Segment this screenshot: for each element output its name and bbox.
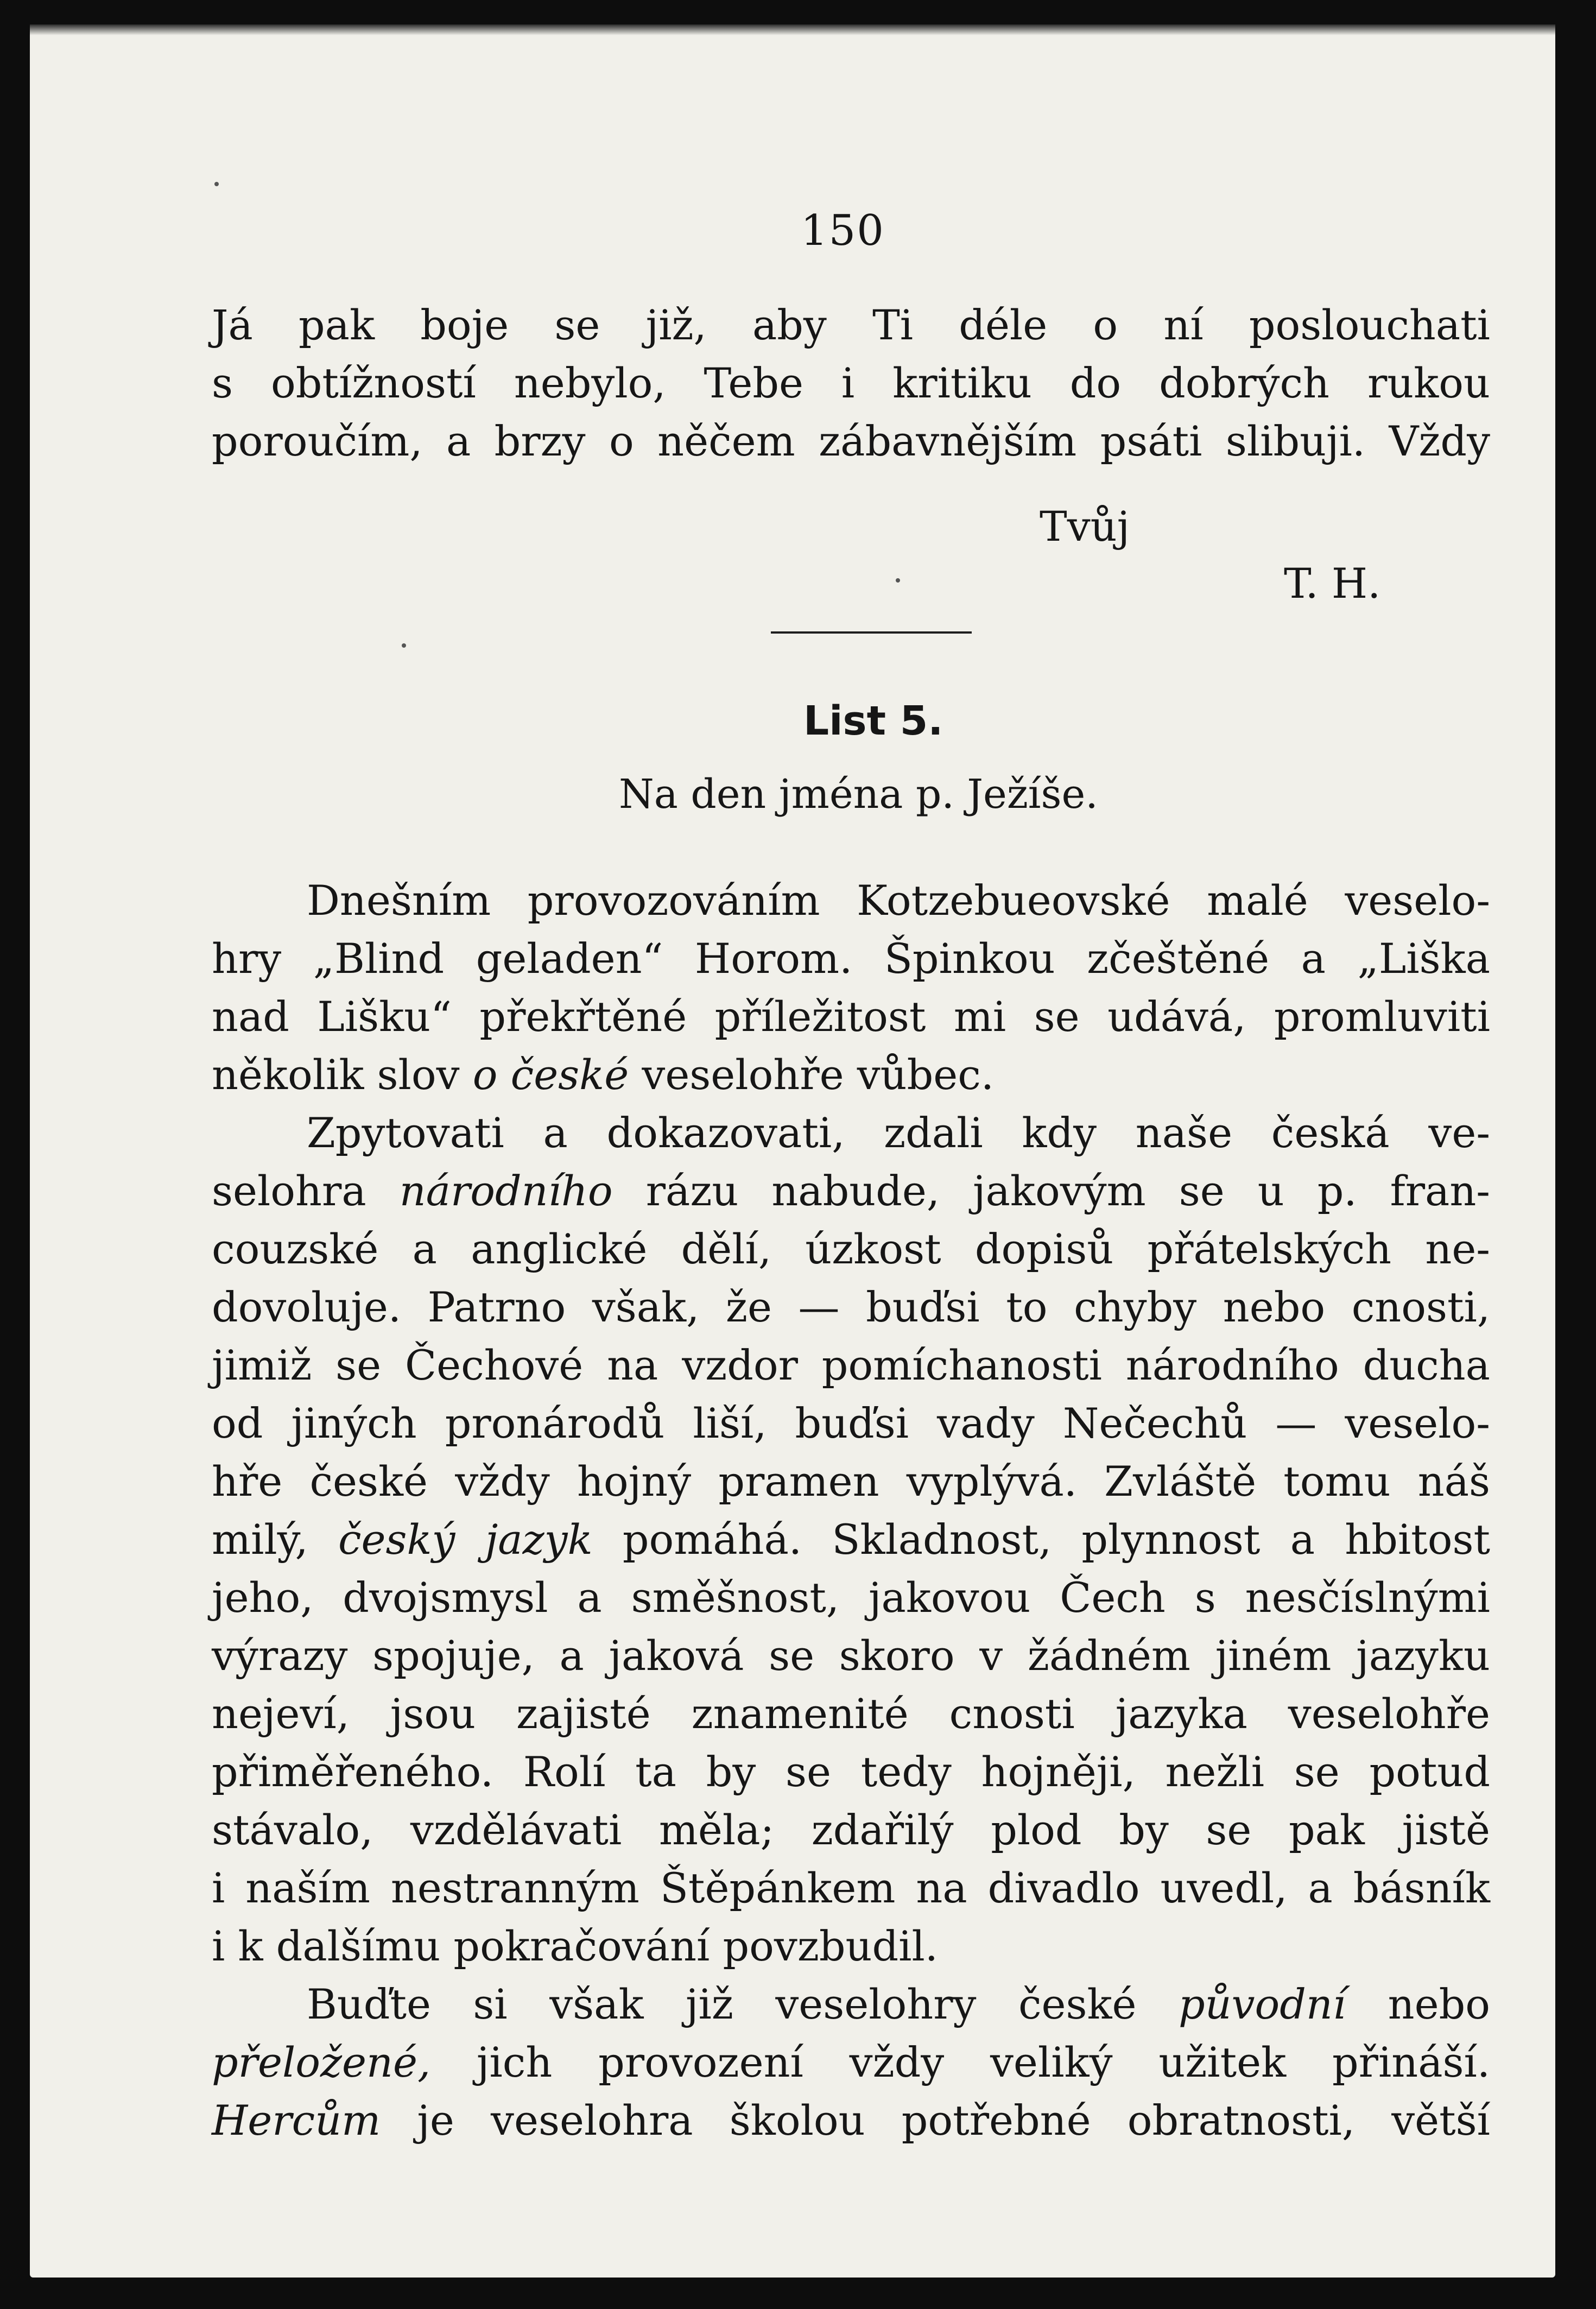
- text-line: jeho, dvojsmysl a směšnost, jakovou Čech s nesčíslnými: [212, 1573, 1490, 1622]
- top-paragraph: [212, 296, 1490, 470]
- print-speck: [896, 578, 900, 583]
- book-page: [30, 24, 1555, 2278]
- text-fragment: několik slov: [212, 1051, 473, 1099]
- text-fragment: pomáhá. Skladnost, plynnost a hbitost: [592, 1515, 1491, 1564]
- text-line: nad Lišku“ překřtěné příležitost mi se udává, promluviti: [212, 992, 1490, 1041]
- text-line: couzské a anglické dělí, úzkost dopisů přátelských ne-: [212, 1225, 1490, 1273]
- text-line: jimiž se Čechové na vzdor pomíchanosti národního ducha: [212, 1341, 1490, 1389]
- text-fragment: milý,: [212, 1515, 338, 1564]
- text-fragment: jich provození vždy veliký užitek přináší.: [430, 2038, 1490, 2086]
- print-speck: [402, 643, 406, 648]
- letter-subtitle: Na den jména p. Ježíše.: [619, 771, 1098, 818]
- italic-fragment: Hercům: [212, 2096, 381, 2144]
- text-line: hry „Blind geladen“ Horom. Špinkou zčeštěné a „Liška: [212, 934, 1490, 983]
- text-line: hře české vždy hojný pramen vyplývá. Zvláště tomu náš: [212, 1457, 1490, 1505]
- text-fragment: je veselohra školou potřebné obratnosti, větší: [381, 2096, 1490, 2144]
- text-line: stávalo, vzdělávati měla; zdařilý plod by se pak jistě: [212, 1806, 1490, 1854]
- text-fragment: nebo: [1346, 1980, 1490, 2028]
- italic-fragment: původní: [1178, 1980, 1346, 2028]
- text-line: [212, 1975, 1490, 2033]
- text-line: [212, 2091, 1490, 2149]
- text-line: poroučím, a brzy o něčem zábavnějším psáti slibuji. Vždy: [212, 417, 1490, 465]
- signature-initials: T. H.: [1284, 559, 1381, 608]
- text-line: i naším nestranným Štěpánkem na divadlo uvedl, a básník: [212, 1864, 1490, 1912]
- signature-closing: Tvůj: [1040, 502, 1130, 551]
- italic-fragment: přeložené,: [212, 2038, 431, 2086]
- text-line: [212, 1510, 1490, 1568]
- letter-heading: List 5.: [803, 698, 943, 744]
- text-fragment: Buďte si však již veselohry české: [307, 1980, 1179, 2028]
- text-line: Já pak boje se již, aby Ti déle o ní poslouchati: [212, 301, 1490, 349]
- text-line: od jiných pronárodů liší, buďsi vady Nečechů — veselo-: [212, 1399, 1490, 1447]
- print-speck: [214, 182, 219, 186]
- page-number: 150: [801, 206, 885, 255]
- text-line: [212, 1046, 1490, 1104]
- page-edge-shadow: [30, 24, 1555, 35]
- section-divider: [771, 631, 972, 634]
- italic-fragment: o české: [472, 1051, 629, 1099]
- italic-fragment: český jazyk: [338, 1515, 593, 1564]
- text-fragment: rázu nabude, jakovým se u p. fran-: [612, 1167, 1490, 1215]
- text-line: Zpytovati a dokazovati, zdali kdy naše česká ve-: [307, 1109, 1490, 1157]
- text-fragment: veselohře vůbec.: [629, 1051, 994, 1099]
- text-line: přiměřeného. Rolí ta by se tedy hojněji, nežli se potud: [212, 1748, 1490, 1796]
- text-line: [212, 2033, 1490, 2091]
- text-line: i k dalšímu pokračování povzbudil.: [212, 1922, 938, 1970]
- text-line: [212, 1162, 1490, 1220]
- italic-fragment: národního: [399, 1167, 613, 1215]
- text-line: nejeví, jsou zajisté znamenité cnosti jazyka veselohře: [212, 1690, 1490, 1738]
- text-line: dovoluje. Patrno však, že — buďsi to chyby nebo cnosti,: [212, 1283, 1490, 1331]
- text-line: Dnešním provozováním Kotzebueovské malé veselo-: [307, 876, 1490, 925]
- text-fragment: selohra: [212, 1167, 400, 1215]
- text-line: s obtížností nebylo, Tebe i kritiku do dobrých rukou: [212, 359, 1490, 407]
- text-line: výrazy spojuje, a jaková se skoro v žádném jiném jazyku: [212, 1631, 1490, 1680]
- paragraph-1: [212, 871, 1490, 2149]
